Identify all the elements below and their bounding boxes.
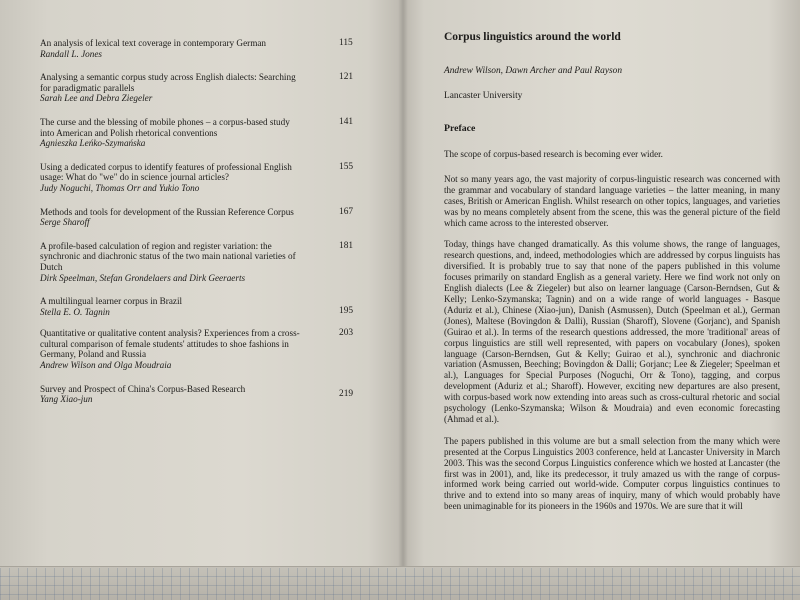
toc-entry-title: Methods and tools for development of the Russian Reference Corpus (40, 206, 294, 217)
toc-entry (40, 384, 392, 405)
body-paragraph: Not so many years ago, the vast majority of corpus-linguistic research was concerned with the grammar and vocabulary of standard language varieties – the latter meaning, in many cases, British or American English. Whilst research on other topics, languages, and varieties was by no means completely absent from the scene, this was the general picture of the field which came across to the interested observer. (444, 173, 780, 228)
toc-entry-authors: Stella E. O. Tagnin (40, 306, 110, 317)
toc-entry-authors: Dirk Speelman, Stefan Grondelaers and Dirk Geeraerts (40, 272, 246, 283)
toc-entry-page: 195 (339, 306, 354, 317)
toc-entry-authors: Serge Sharoff (40, 217, 90, 228)
toc-entry (40, 207, 392, 228)
toc-entry-title: A multilingual learner corpus in Brazil (40, 296, 183, 307)
toc-entry-title: The curse and the blessing of mobile phones – a corpus-based study into American and Polish rhetorical conventions (40, 116, 290, 138)
chapter-title: Corpus linguistics around the world (444, 31, 621, 43)
toc-entry-authors: Randall L. Jones (40, 48, 103, 59)
toc-entry-page: 219 (339, 388, 354, 399)
toc-entry-authors: Yang Xiao-jun (40, 394, 93, 405)
toc-entry-title: An analysis of lexical text coverage in contemporary German (40, 38, 267, 48)
toc-entry-page: 155 (339, 161, 354, 172)
toc-entry (40, 296, 392, 317)
toc-entry (40, 328, 392, 370)
toc-entry-page: 167 (339, 206, 354, 217)
toc-entry-title: A profile-based calculation of region and register variation: the synchronic and diachronic status of the two main national varieties of Dutch (40, 240, 296, 272)
chapter-authors: Andrew Wilson, Dawn Archer and Paul Rayson (444, 66, 623, 76)
toc-entry-page: 115 (339, 38, 353, 48)
toc-entry-authors: Agnieszka Leńko-Szymańska (40, 138, 146, 149)
section-heading: Preface (444, 123, 476, 134)
toc-entry-title: Quantitative or qualitative content analysis? Experiences from a cross-cultural comparison of female students' attitudes to shoe fashions in Germany, Poland and Russia (40, 328, 300, 360)
body-paragraph: The papers published in this volume are but a small selection from the many which were presented at the Corpus Linguistics 2003 conference, held at Lancaster University in March 2003. This was the second Corpus Linguistics conference which we hosted at Lancaster (the first was in 2001), and, like its predecessor, it truly amazed us with the range of corpus-informed work being carried out world-wide. Computer corpus linguistics continues to thrive and to extend into so many areas of inquiry, many of which would probably have been unimaginable for its pioneers in the 1960s and 1970s. We are sure that it will (444, 435, 780, 512)
toc-entry (40, 38, 392, 59)
table-of-contents (40, 38, 392, 416)
toc-entry-page: 121 (339, 72, 354, 83)
grid-paper-background (0, 568, 800, 600)
book-gutter (398, 0, 408, 600)
toc-entry-authors: Sarah Lee and Debra Ziegeler (40, 93, 153, 104)
toc-entry-page: 141 (339, 116, 354, 127)
toc-entry (40, 241, 392, 283)
body-paragraph: The scope of corpus-based research is becoming ever wider. (444, 149, 663, 159)
chapter-affiliation: Lancaster University (444, 91, 523, 101)
body-paragraph: Today, things have changed dramatically. As this volume shows, the range of languages, research questions, and, indeed, methodologies which are addressed by corpus linguists has diversified. It is probably true to say that none of the papers published in this volume focuses primarily on standard English as a general variety. Here we find work not only on English dialects (Lee & Ziegeler) but also on learner language (Carson-Berndsen, Gut & Kelly; Lenko-Szymanska; Tagnin) and on a wide range of world languages - Basque (Aduriz et al.), Chinese (Xiao-jun), Danish (Asmussen), Dutch (Speelman et al.), German (Jones), Maltese (Bovingdon & Dalli), Russian (Sharoff), Slovene (Gorjanc), and Spanish (Guirao et al.). In terms of the research questions addressed, the more 'traditional' areas of corpus linguistics are still well represented, with papers on vocabulary (Jones), spoken language (Carson-Berndsen, Gut & Kelly; Guirao et al.), synchronic and diachronic variation (Asmussen, Beeching; Bovingdon & Dalli; Gorjanc; Lee & Ziegeler; Speelman et al.), Languages for Special Purposes (Noguchi, Orr & Tono), tagging, and corpus development (Aduriz et al.; Sharoff). However, exciting new departures are also present, with corpus-based work now extending into areas such as cross-cultural rhetoric and social psychology (Lenko-Szymanska; Wilson & Moudraia) and even economic forecasting (Ahmad et al.). (444, 239, 780, 424)
toc-entry-authors: Andrew Wilson and Olga Moudraia (40, 360, 172, 371)
toc-entry (40, 72, 392, 104)
toc-entry (40, 162, 392, 194)
toc-entry-title: Using a dedicated corpus to identify features of professional English usage: What do "we" do in science journal articles? (40, 161, 292, 183)
toc-entry-page: 203 (339, 328, 354, 339)
toc-entry-authors: Judy Noguchi, Thomas Orr and Yukio Tono (40, 182, 200, 193)
toc-entry-page: 181 (339, 240, 354, 251)
chapter-page (444, 30, 780, 523)
toc-entry-title: Analysing a semantic corpus study across English dialects: Searching for paradigmatic parallels (40, 72, 296, 93)
toc-entry (40, 117, 392, 149)
toc-entry-title: Survey and Prospect of China's Corpus-Based Research (40, 383, 246, 394)
